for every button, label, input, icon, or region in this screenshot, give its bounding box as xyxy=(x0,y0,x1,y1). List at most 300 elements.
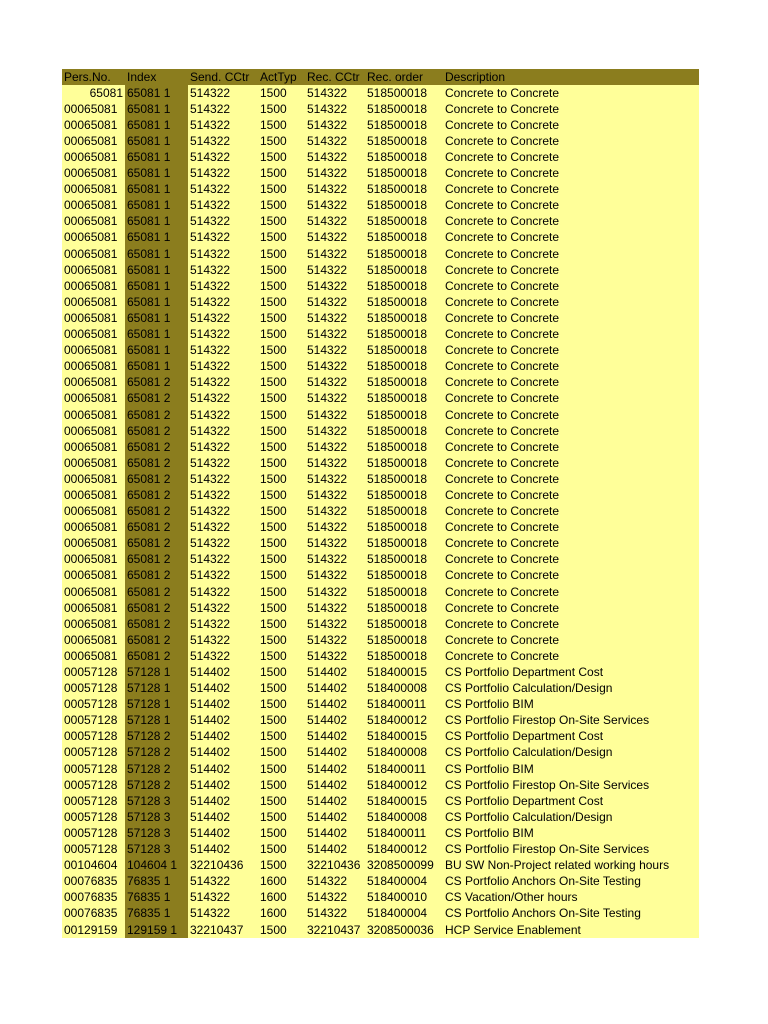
cell-send-cctr: 514322 xyxy=(188,214,258,230)
table-body xyxy=(62,85,699,938)
cell-pers-no: 00057128 xyxy=(62,729,125,745)
header-acttyp: ActTyp xyxy=(258,69,305,85)
table-row xyxy=(62,584,699,600)
cell-description: Concrete to Concrete xyxy=(443,327,699,343)
cell-rec-order: 3208500036 xyxy=(365,922,443,938)
cell-pers-no: 00057128 xyxy=(62,761,125,777)
cell-acttyp: 1500 xyxy=(258,520,305,536)
cell-index: 57128 1 xyxy=(125,681,188,697)
cell-send-cctr: 514402 xyxy=(188,681,258,697)
cell-acttyp: 1500 xyxy=(258,439,305,455)
table-row xyxy=(62,504,699,520)
cell-index: 65081 2 xyxy=(125,584,188,600)
cell-description: HCP Service Enablement xyxy=(443,922,699,938)
cell-send-cctr: 514322 xyxy=(188,359,258,375)
cell-acttyp: 1500 xyxy=(258,343,305,359)
cell-index: 65081 2 xyxy=(125,600,188,616)
cell-rec-cctr: 514322 xyxy=(305,391,365,407)
cell-rec-order: 518400011 xyxy=(365,697,443,713)
cell-description: Concrete to Concrete xyxy=(443,310,699,326)
cell-send-cctr: 514322 xyxy=(188,423,258,439)
cell-index: 65081 1 xyxy=(125,182,188,198)
cell-index: 65081 1 xyxy=(125,85,188,101)
cell-index: 65081 2 xyxy=(125,552,188,568)
cell-rec-order: 518500018 xyxy=(365,552,443,568)
cell-send-cctr: 514402 xyxy=(188,809,258,825)
cell-index: 65081 1 xyxy=(125,230,188,246)
cell-pers-no: 00065081 xyxy=(62,262,125,278)
cell-rec-order: 518500018 xyxy=(365,149,443,165)
cell-index: 65081 1 xyxy=(125,310,188,326)
cell-pers-no: 00057128 xyxy=(62,713,125,729)
cell-description: Concrete to Concrete xyxy=(443,262,699,278)
table-row xyxy=(62,874,699,890)
table-row xyxy=(62,343,699,359)
cell-send-cctr: 514322 xyxy=(188,391,258,407)
cell-pers-no: 00065081 xyxy=(62,407,125,423)
cell-index: 65081 1 xyxy=(125,117,188,133)
cell-pers-no: 00065081 xyxy=(62,616,125,632)
cell-acttyp: 1500 xyxy=(258,85,305,101)
cell-rec-order: 518400011 xyxy=(365,761,443,777)
cell-pers-no: 00065081 xyxy=(62,182,125,198)
cell-acttyp: 1500 xyxy=(258,230,305,246)
cell-send-cctr: 514322 xyxy=(188,182,258,198)
cell-pers-no: 00065081 xyxy=(62,391,125,407)
table-row xyxy=(62,648,699,664)
cell-index: 65081 1 xyxy=(125,278,188,294)
cell-rec-cctr: 514322 xyxy=(305,471,365,487)
cell-pers-no: 00057128 xyxy=(62,681,125,697)
table-row xyxy=(62,729,699,745)
cell-acttyp: 1500 xyxy=(258,793,305,809)
cell-send-cctr: 514322 xyxy=(188,166,258,182)
cell-pers-no: 00076835 xyxy=(62,874,125,890)
cell-acttyp: 1500 xyxy=(258,262,305,278)
cell-rec-cctr: 514322 xyxy=(305,874,365,890)
cell-description: CS Portfolio Department Cost xyxy=(443,664,699,680)
cell-send-cctr: 514322 xyxy=(188,455,258,471)
cell-rec-order: 518500018 xyxy=(365,278,443,294)
cell-rec-order: 518500018 xyxy=(365,262,443,278)
cell-description: CS Portfolio BIM xyxy=(443,697,699,713)
cell-rec-order: 518500018 xyxy=(365,487,443,503)
cell-pers-no: 00065081 xyxy=(62,149,125,165)
cell-rec-order: 518500018 xyxy=(365,455,443,471)
cell-rec-order: 518500018 xyxy=(365,214,443,230)
cell-description: CS Portfolio Anchors On-Site Testing xyxy=(443,874,699,890)
cell-index: 65081 2 xyxy=(125,487,188,503)
cell-pers-no: 00065081 xyxy=(62,439,125,455)
cell-send-cctr: 514322 xyxy=(188,133,258,149)
cell-send-cctr: 514322 xyxy=(188,600,258,616)
cell-index: 57128 1 xyxy=(125,697,188,713)
cell-description: CS Portfolio Firestop On-Site Services xyxy=(443,777,699,793)
cell-description: Concrete to Concrete xyxy=(443,471,699,487)
cell-rec-cctr: 514322 xyxy=(305,890,365,906)
cell-rec-cctr: 514322 xyxy=(305,600,365,616)
cell-index: 57128 2 xyxy=(125,729,188,745)
cell-acttyp: 1500 xyxy=(258,327,305,343)
cell-rec-cctr: 514402 xyxy=(305,825,365,841)
cell-description: Concrete to Concrete xyxy=(443,504,699,520)
table-row xyxy=(62,439,699,455)
cell-acttyp: 1500 xyxy=(258,745,305,761)
cell-index: 65081 1 xyxy=(125,327,188,343)
table-row xyxy=(62,600,699,616)
cell-index: 65081 1 xyxy=(125,149,188,165)
cell-acttyp: 1500 xyxy=(258,632,305,648)
cell-pers-no: 00065081 xyxy=(62,166,125,182)
cell-rec-cctr: 514322 xyxy=(305,101,365,117)
cell-rec-cctr: 514322 xyxy=(305,504,365,520)
table-row xyxy=(62,214,699,230)
cell-acttyp: 1500 xyxy=(258,246,305,262)
cell-index: 65081 1 xyxy=(125,101,188,117)
cell-description: Concrete to Concrete xyxy=(443,101,699,117)
cell-acttyp: 1500 xyxy=(258,648,305,664)
cell-pers-no: 00057128 xyxy=(62,697,125,713)
cell-description: CS Portfolio BIM xyxy=(443,761,699,777)
cell-pers-no: 00057128 xyxy=(62,809,125,825)
header-send-cctr: Send. CCtr xyxy=(188,69,258,85)
cell-rec-cctr: 514322 xyxy=(305,616,365,632)
cell-rec-order: 518400004 xyxy=(365,906,443,922)
cell-pers-no: 00065081 xyxy=(62,343,125,359)
table-row xyxy=(62,616,699,632)
cell-send-cctr: 514322 xyxy=(188,149,258,165)
cell-pers-no: 00065081 xyxy=(62,648,125,664)
table-row xyxy=(62,809,699,825)
cell-description: Concrete to Concrete xyxy=(443,552,699,568)
cell-description: Concrete to Concrete xyxy=(443,182,699,198)
cell-send-cctr: 514322 xyxy=(188,278,258,294)
cell-send-cctr: 514322 xyxy=(188,230,258,246)
cell-send-cctr: 514322 xyxy=(188,407,258,423)
cell-pers-no: 00065081 xyxy=(62,552,125,568)
cell-send-cctr: 514402 xyxy=(188,825,258,841)
cell-acttyp: 1600 xyxy=(258,874,305,890)
cell-pers-no: 00076835 xyxy=(62,906,125,922)
cell-index: 76835 1 xyxy=(125,890,188,906)
cell-rec-cctr: 514402 xyxy=(305,713,365,729)
table-row xyxy=(62,745,699,761)
cell-send-cctr: 514322 xyxy=(188,906,258,922)
header-index: Index xyxy=(125,69,188,85)
cell-rec-cctr: 514322 xyxy=(305,214,365,230)
cell-acttyp: 1500 xyxy=(258,729,305,745)
header-pers-no: Pers.No. xyxy=(62,69,125,85)
cell-index: 65081 1 xyxy=(125,133,188,149)
cell-rec-cctr: 514402 xyxy=(305,793,365,809)
cell-send-cctr: 514402 xyxy=(188,745,258,761)
cell-pers-no: 65081 xyxy=(62,85,125,101)
cell-index: 65081 2 xyxy=(125,375,188,391)
cell-rec-order: 518500018 xyxy=(365,166,443,182)
table-row xyxy=(62,327,699,343)
table-row xyxy=(62,375,699,391)
cell-pers-no: 00065081 xyxy=(62,310,125,326)
cell-pers-no: 00065081 xyxy=(62,487,125,503)
cell-index: 57128 2 xyxy=(125,777,188,793)
cell-rec-order: 518500018 xyxy=(365,294,443,310)
cell-index: 65081 2 xyxy=(125,391,188,407)
cell-acttyp: 1500 xyxy=(258,713,305,729)
cell-rec-order: 518500018 xyxy=(365,85,443,101)
table-row xyxy=(62,294,699,310)
cell-index: 65081 2 xyxy=(125,504,188,520)
cell-acttyp: 1500 xyxy=(258,149,305,165)
cell-rec-order: 518400008 xyxy=(365,745,443,761)
cell-index: 57128 1 xyxy=(125,713,188,729)
cell-rec-order: 518400015 xyxy=(365,793,443,809)
cell-rec-cctr: 514402 xyxy=(305,664,365,680)
cell-rec-cctr: 514322 xyxy=(305,648,365,664)
cell-description: Concrete to Concrete xyxy=(443,536,699,552)
cell-rec-order: 518500018 xyxy=(365,198,443,214)
cell-index: 65081 1 xyxy=(125,198,188,214)
cell-send-cctr: 514322 xyxy=(188,504,258,520)
cell-acttyp: 1500 xyxy=(258,391,305,407)
cell-acttyp: 1500 xyxy=(258,536,305,552)
cell-rec-cctr: 514322 xyxy=(305,906,365,922)
table-row xyxy=(62,842,699,858)
cell-send-cctr: 514322 xyxy=(188,310,258,326)
cell-send-cctr: 514402 xyxy=(188,713,258,729)
table-row xyxy=(62,681,699,697)
table-row xyxy=(62,310,699,326)
cell-rec-order: 518500018 xyxy=(365,359,443,375)
cell-pers-no: 00057128 xyxy=(62,793,125,809)
table-row xyxy=(62,423,699,439)
cell-acttyp: 1500 xyxy=(258,471,305,487)
cell-rec-cctr: 514402 xyxy=(305,745,365,761)
table-row xyxy=(62,471,699,487)
cell-index: 57128 3 xyxy=(125,842,188,858)
cell-rec-cctr: 514322 xyxy=(305,246,365,262)
header-rec-cctr: Rec. CCtr xyxy=(305,69,365,85)
cell-pers-no: 00057128 xyxy=(62,777,125,793)
cell-send-cctr: 514322 xyxy=(188,117,258,133)
cell-acttyp: 1500 xyxy=(258,198,305,214)
cell-rec-order: 518500018 xyxy=(365,568,443,584)
cell-acttyp: 1500 xyxy=(258,600,305,616)
cell-description: Concrete to Concrete xyxy=(443,584,699,600)
cell-send-cctr: 514322 xyxy=(188,552,258,568)
cell-pers-no: 00076835 xyxy=(62,890,125,906)
cell-rec-order: 518500018 xyxy=(365,407,443,423)
cell-index: 129159 1 xyxy=(125,922,188,938)
cell-description: Concrete to Concrete xyxy=(443,616,699,632)
cell-pers-no: 00065081 xyxy=(62,632,125,648)
cell-rec-cctr: 32210436 xyxy=(305,858,365,874)
cell-acttyp: 1500 xyxy=(258,375,305,391)
cell-send-cctr: 514402 xyxy=(188,761,258,777)
table-row xyxy=(62,664,699,680)
cell-description: Concrete to Concrete xyxy=(443,246,699,262)
cell-description: Concrete to Concrete xyxy=(443,117,699,133)
cell-send-cctr: 514322 xyxy=(188,536,258,552)
cell-pers-no: 00065081 xyxy=(62,423,125,439)
cell-description: CS Portfolio Department Cost xyxy=(443,793,699,809)
cell-rec-cctr: 514322 xyxy=(305,262,365,278)
table-header xyxy=(62,69,699,85)
cell-description: Concrete to Concrete xyxy=(443,439,699,455)
cell-acttyp: 1500 xyxy=(258,922,305,938)
cell-rec-order: 518500018 xyxy=(365,133,443,149)
cell-pers-no: 00065081 xyxy=(62,455,125,471)
cell-index: 65081 2 xyxy=(125,648,188,664)
cell-description: Concrete to Concrete xyxy=(443,568,699,584)
cell-pers-no: 00065081 xyxy=(62,278,125,294)
cell-description: CS Portfolio Calculation/Design xyxy=(443,681,699,697)
cell-rec-order: 518500018 xyxy=(365,182,443,198)
cell-description: BU SW Non-Project related working hours xyxy=(443,858,699,874)
cell-pers-no: 00065081 xyxy=(62,568,125,584)
cell-description: Concrete to Concrete xyxy=(443,230,699,246)
cell-rec-cctr: 514322 xyxy=(305,230,365,246)
table-row xyxy=(62,101,699,117)
cell-rec-cctr: 514322 xyxy=(305,407,365,423)
table-row xyxy=(62,632,699,648)
cell-index: 65081 2 xyxy=(125,455,188,471)
cell-pers-no: 00065081 xyxy=(62,327,125,343)
cell-pers-no: 00065081 xyxy=(62,520,125,536)
cell-acttyp: 1500 xyxy=(258,842,305,858)
cell-index: 57128 1 xyxy=(125,664,188,680)
table-row xyxy=(62,407,699,423)
cell-pers-no: 00065081 xyxy=(62,214,125,230)
cell-rec-cctr: 514322 xyxy=(305,584,365,600)
cell-index: 65081 1 xyxy=(125,262,188,278)
cell-rec-cctr: 514322 xyxy=(305,327,365,343)
cell-acttyp: 1500 xyxy=(258,310,305,326)
cell-rec-order: 518400010 xyxy=(365,890,443,906)
cell-rec-cctr: 514322 xyxy=(305,439,365,455)
cell-index: 65081 2 xyxy=(125,439,188,455)
cell-rec-cctr: 514322 xyxy=(305,455,365,471)
cell-description: Concrete to Concrete xyxy=(443,391,699,407)
cell-acttyp: 1500 xyxy=(258,825,305,841)
cell-rec-order: 518500018 xyxy=(365,504,443,520)
cell-pers-no: 00065081 xyxy=(62,471,125,487)
cell-index: 65081 1 xyxy=(125,214,188,230)
cell-acttyp: 1500 xyxy=(258,487,305,503)
cell-pers-no: 00065081 xyxy=(62,359,125,375)
table-row xyxy=(62,359,699,375)
cell-pers-no: 00057128 xyxy=(62,664,125,680)
cell-description: Concrete to Concrete xyxy=(443,487,699,503)
table-row xyxy=(62,536,699,552)
cell-index: 65081 2 xyxy=(125,471,188,487)
cell-rec-order: 518500018 xyxy=(365,246,443,262)
cell-send-cctr: 514402 xyxy=(188,729,258,745)
cell-rec-order: 518400012 xyxy=(365,842,443,858)
cell-description: Concrete to Concrete xyxy=(443,359,699,375)
cell-pers-no: 00104604 xyxy=(62,858,125,874)
cell-description: CS Portfolio Firestop On-Site Services xyxy=(443,713,699,729)
cell-send-cctr: 514322 xyxy=(188,487,258,503)
cell-rec-order: 518400012 xyxy=(365,713,443,729)
table-row xyxy=(62,487,699,503)
cell-rec-order: 518500018 xyxy=(365,375,443,391)
cell-description: Concrete to Concrete xyxy=(443,600,699,616)
cell-rec-order: 518500018 xyxy=(365,616,443,632)
cell-index: 57128 2 xyxy=(125,745,188,761)
table-row xyxy=(62,166,699,182)
cell-acttyp: 1500 xyxy=(258,761,305,777)
cell-pers-no: 00065081 xyxy=(62,536,125,552)
cell-index: 65081 1 xyxy=(125,359,188,375)
table-row xyxy=(62,697,699,713)
cell-rec-cctr: 514322 xyxy=(305,359,365,375)
cell-rec-order: 3208500099 xyxy=(365,858,443,874)
table-row xyxy=(62,278,699,294)
cell-rec-order: 518500018 xyxy=(365,536,443,552)
cell-description: CS Vacation/Other hours xyxy=(443,890,699,906)
cell-send-cctr: 514402 xyxy=(188,664,258,680)
header-rec-order: Rec. order xyxy=(365,69,443,85)
cell-send-cctr: 514322 xyxy=(188,375,258,391)
cell-send-cctr: 514322 xyxy=(188,101,258,117)
cell-send-cctr: 514322 xyxy=(188,327,258,343)
cell-description: Concrete to Concrete xyxy=(443,166,699,182)
cell-pers-no: 00065081 xyxy=(62,198,125,214)
cell-rec-cctr: 514322 xyxy=(305,182,365,198)
cell-description: CS Portfolio Calculation/Design xyxy=(443,809,699,825)
table-row xyxy=(62,713,699,729)
cell-index: 57128 3 xyxy=(125,809,188,825)
cell-send-cctr: 514322 xyxy=(188,520,258,536)
cell-send-cctr: 514402 xyxy=(188,793,258,809)
table-row xyxy=(62,230,699,246)
cell-rec-cctr: 514322 xyxy=(305,423,365,439)
cell-rec-cctr: 514402 xyxy=(305,681,365,697)
cell-index: 65081 2 xyxy=(125,423,188,439)
cell-pers-no: 00065081 xyxy=(62,246,125,262)
cell-description: CS Portfolio Calculation/Design xyxy=(443,745,699,761)
cell-rec-cctr: 514322 xyxy=(305,632,365,648)
cell-acttyp: 1500 xyxy=(258,616,305,632)
cell-pers-no: 00057128 xyxy=(62,745,125,761)
cell-send-cctr: 514402 xyxy=(188,777,258,793)
cell-rec-order: 518500018 xyxy=(365,584,443,600)
cell-acttyp: 1500 xyxy=(258,182,305,198)
cell-rec-order: 518400008 xyxy=(365,809,443,825)
cell-send-cctr: 514322 xyxy=(188,616,258,632)
cell-acttyp: 1500 xyxy=(258,407,305,423)
cell-acttyp: 1500 xyxy=(258,568,305,584)
cell-rec-cctr: 514402 xyxy=(305,697,365,713)
cell-pers-no: 00065081 xyxy=(62,294,125,310)
cell-index: 65081 1 xyxy=(125,166,188,182)
cell-index: 76835 1 xyxy=(125,906,188,922)
cell-acttyp: 1500 xyxy=(258,809,305,825)
table-row xyxy=(62,182,699,198)
cell-description: Concrete to Concrete xyxy=(443,407,699,423)
table-row xyxy=(62,117,699,133)
cell-rec-cctr: 32210437 xyxy=(305,922,365,938)
cell-index: 76835 1 xyxy=(125,874,188,890)
cell-send-cctr: 514322 xyxy=(188,246,258,262)
table-row xyxy=(62,793,699,809)
cell-rec-cctr: 514322 xyxy=(305,117,365,133)
table-row xyxy=(62,552,699,568)
cell-rec-cctr: 514322 xyxy=(305,310,365,326)
cell-rec-order: 518400008 xyxy=(365,681,443,697)
cell-pers-no: 00065081 xyxy=(62,375,125,391)
cell-description: Concrete to Concrete xyxy=(443,294,699,310)
